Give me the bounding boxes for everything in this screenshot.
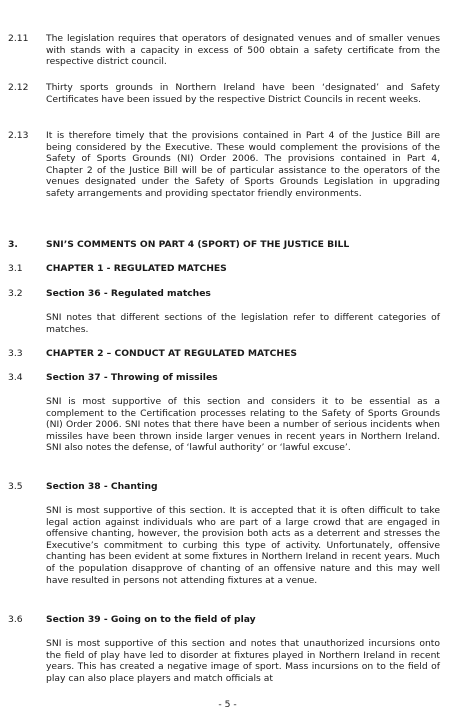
paragraph-text: The legislation requires that operators of designated venues and of smaller venues with stands with a capacity in excess of 500 obtain a safety certificate from the respective district council.	[46, 33, 440, 68]
section-number: 3.	[8, 239, 18, 250]
section-number: 3.3	[8, 348, 23, 359]
paragraph-number: 2.12	[8, 82, 29, 93]
paragraph-number: 2.11	[8, 33, 29, 44]
paragraph-text: SNI is most supportive of this section and notes that unauthorized incursions onto the field of play have led to disorder at fixtures played in Northern Ireland in recent years. This has created a negative image of sport. Mass incursions on to the field of play can also place players and match officials at	[46, 638, 440, 684]
paragraph-text: SNI is most supportive of this section and considers it to be essential as a complement to the Certification processes relating to the Safety of Sports Grounds (NI) Order 2006. SNI notes that there have been a number of serious incidents when missiles have been thrown inside larger venues in recent years in Northern Ireland. SNI also notes the defense, of ‘lawful authority’ or ‘lawful excuse’.	[46, 396, 440, 454]
paragraph-text: Thirty sports grounds in Northern Ireland have been ‘designated’ and Safety Certificates have been issued by the respective District Councils in recent weeks.	[46, 82, 440, 105]
section-number: 3.6	[8, 614, 23, 625]
section-title: Section 39 - Going on to the field of play	[46, 614, 256, 625]
section-title: CHAPTER 2 – CONDUCT AT REGULATED MATCHES	[46, 348, 297, 359]
section-number: 3.2	[8, 288, 23, 299]
paragraph-number: 2.13	[8, 130, 29, 141]
section-title: CHAPTER 1 - REGULATED MATCHES	[46, 263, 227, 274]
paragraph-text: SNI notes that different sections of the legislation refer to different categories of matches.	[46, 312, 440, 335]
section-number: 3.5	[8, 481, 23, 492]
paragraph-text: It is therefore timely that the provisions contained in Part 4 of the Justice Bill are being considered by the Executive. These would complement the provisions of the Safety of Sports Grounds (NI) Order 2006. The provisions contained in Part 4, Chapter 2 of the Justice Bill will be of particular assistance to the operators of the venues designated under the Safety of Sports Grounds Legislation in upgrading safety arrangements and providing spectator friendly environments.	[46, 130, 440, 199]
section-title: SNI’S COMMENTS ON PART 4 (SPORT) OF THE JUSTICE BILL	[46, 239, 350, 250]
page-number: - 5 -	[218, 699, 237, 710]
section-number: 3.1	[8, 263, 23, 274]
section-title: Section 36 - Regulated matches	[46, 288, 211, 299]
section-title: Section 37 - Throwing of missiles	[46, 372, 218, 383]
section-number: 3.4	[8, 372, 23, 383]
paragraph-text: SNI is most supportive of this section. It is accepted that it is often difficult to take legal action against individuals who are part of a large crowd that are engaged in offensive chanting, however, the provision both acts as a deterrent and stresses the Executive’s commitment to curbing this type of activity. Unfortunately, offensive chanting has been evident at some fixtures in Northern Ireland in recent years. Much of the population disapprove of chanting of an offensive nature and this may well have resulted in persons not attending fixtures at a venue.	[46, 505, 440, 586]
section-title: Section 38 - Chanting	[46, 481, 158, 492]
